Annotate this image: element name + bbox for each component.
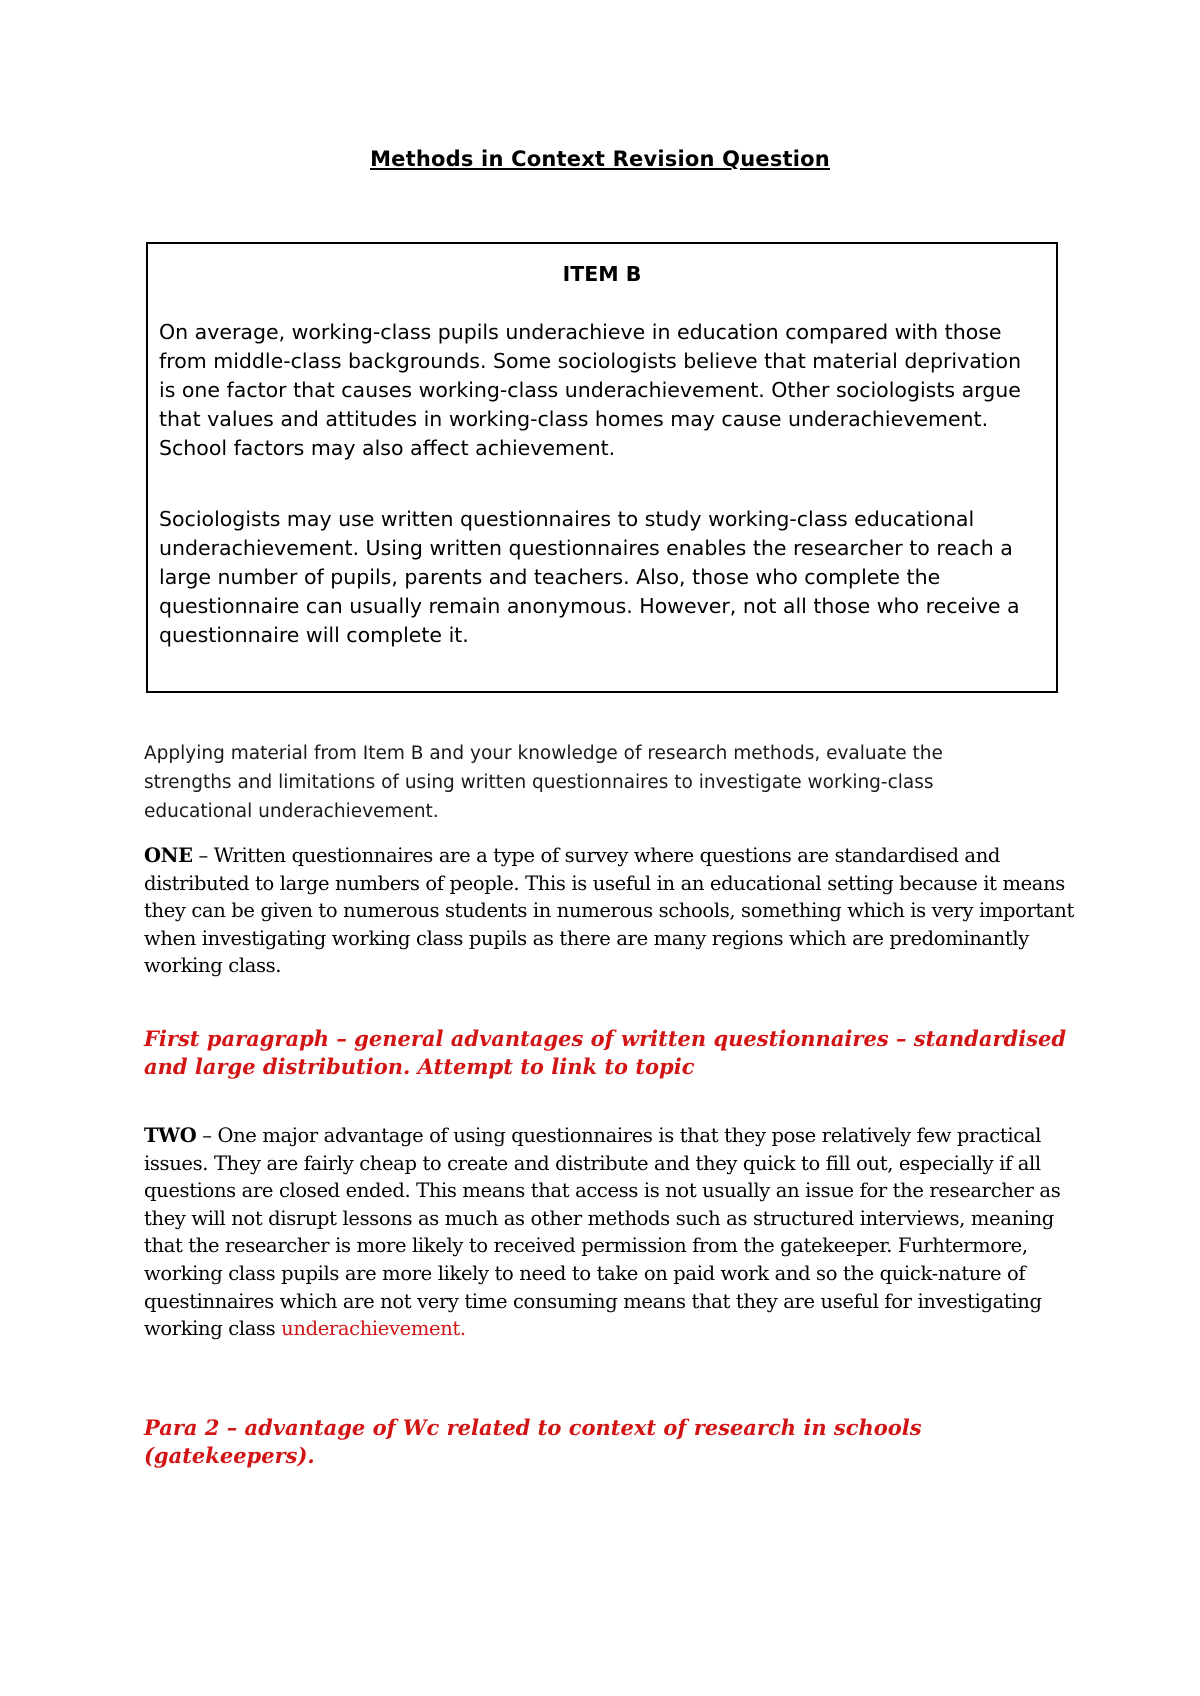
answer-two-label: TWO [144, 1124, 197, 1147]
item-b-paragraph-1: On average, working-class pupils underachieve in education compared with those from middle-class backgrounds. Some sociologists believe that material deprivation is one factor that causes working-class underachievement. Other sociologists argue that values and attitudes in working-class homes may cause underachievement. School factors may also affect achievement. [159, 320, 1022, 460]
answer-one-text: – Written questionnaires are a type of survey where questions are standardised and distributed to large numbers of people. This is useful in an educational setting because it means they can be given to numerous students in numerous schools, something which is very important when investigating working class pupils as there are many regions which are predominantly working class. [144, 844, 1074, 978]
item-b-box [146, 242, 1058, 693]
answer-paragraph-two [144, 1122, 1074, 1343]
answer-paragraph-one [144, 842, 1074, 980]
teacher-comment-two: Para 2 – advantage of Wc related to context of research in schools (gatekeepers). [144, 1415, 922, 1468]
answer-two-highlight: underachievement. [281, 1317, 466, 1341]
answer-one-label: ONE [144, 844, 193, 867]
document-title: Methods in Context Revision Question [370, 147, 830, 171]
item-b-heading: ITEM B [562, 262, 642, 286]
item-b-paragraph-2: Sociologists may use written questionnaires to study working-class educational underachievement. Using written questionnaires enables the researcher to reach a large number of pupils, parents and teachers. Also, those who complete the questionnaire can usually remain anonymous. However, not all those who receive a questionnaire will complete it. [159, 507, 1020, 647]
exam-question: Applying material from Item B and your knowledge of research methods, evaluate the strengths and limitations of using written questionnaires to investigate working-class educational underachievement. [144, 743, 943, 822]
answer-two-text: – One major advantage of using questionnaires is that they pose relatively few practical issues. They are fairly cheap to create and distribute and they quick to fill out, especially if all questions are closed ended. This means that access is not usually an issue for the researcher as they will not disrupt lessons as much as other methods such as structured interviews, meaning that the researcher is more likely to received permission from the gatekeeper. Furhtermore, working class pupils are more likely to need to take on paid work and so the quick-nature of questinnaires which are not very time consuming means that they are useful for investigating working class [144, 1124, 1061, 1341]
teacher-comment-one: First paragraph – general advantages of written questionnaires – standardised and large distribution. Attempt to link to topic [144, 1026, 1067, 1079]
